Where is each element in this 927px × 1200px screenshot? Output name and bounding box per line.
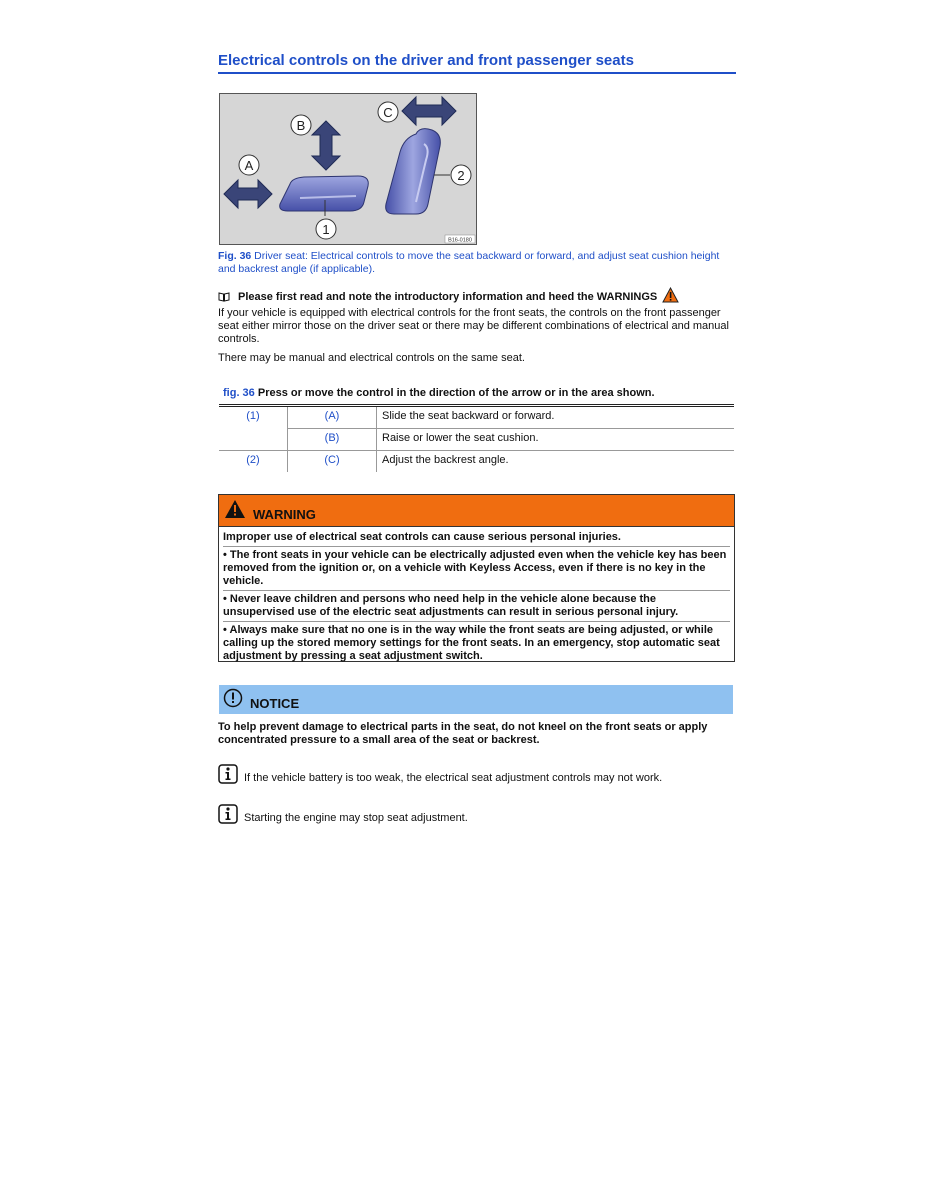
row-control-letter[interactable]: (C) — [288, 451, 377, 473]
info-text: If the vehicle battery is too weak, the electrical seat adjustment controls may not work. — [244, 772, 663, 784]
svg-text:2: 2 — [457, 168, 465, 183]
notice-header — [219, 685, 733, 714]
row-control-number[interactable]: (1) — [219, 406, 288, 429]
table-caption — [223, 387, 733, 399]
notice-text: To help prevent damage to electrical parts in the seat, do not kneel on the front seats or apply concentrated pressure to a small area of the seat or backrest. — [218, 721, 708, 746]
row-action: Raise or lower the seat cushion. — [377, 429, 735, 451]
label-c — [378, 102, 398, 122]
label-1 — [316, 219, 336, 239]
warning-body — [219, 527, 734, 665]
label-2 — [451, 165, 471, 185]
mixed-controls-paragraph: There may be manual and electrical controls on the same seat. — [218, 352, 525, 364]
backrest-switch — [386, 129, 441, 214]
seat-controls-figure — [219, 93, 477, 245]
warning-icon — [224, 499, 246, 519]
warning-item: • The front seats in your vehicle can be electrically adjusted even when the vehicle key has been removed from the ignition or, on a vehicle with Keyless Access, even if there is no key in the vehicle. — [223, 546, 730, 590]
notice-title: NOTICE — [250, 696, 300, 711]
book-icon — [218, 292, 232, 305]
table-row — [219, 429, 734, 451]
row-control-number[interactable]: (2) — [219, 451, 288, 473]
figure-caption — [218, 250, 734, 276]
row-control-letter[interactable]: (A) — [288, 406, 377, 429]
row-control-letter[interactable]: (B) — [288, 429, 377, 451]
table-row — [219, 451, 734, 473]
row-action: Slide the seat backward or forward. — [377, 406, 735, 429]
seat-controls-illustration — [220, 94, 476, 244]
info-icon — [218, 764, 238, 784]
intro-text: Please first read and note the introductory information and heed the WARNINGS — [238, 291, 658, 303]
arrow-a-icon — [224, 180, 272, 208]
warning-triangle-icon — [662, 287, 679, 306]
notice-icon — [223, 688, 243, 708]
svg-text:B: B — [296, 118, 306, 133]
svg-text:C: C — [383, 105, 393, 120]
warning-item: • Never leave children and persons who need help in the vehicle alone because the unsupervised use of the electric seat adjustments can result in serious personal injury. — [223, 590, 730, 621]
page-title: Electrical controls on the driver and front passenger seats — [218, 52, 736, 74]
caption-label: Fig. 36 — [218, 250, 252, 262]
label-a — [239, 155, 259, 175]
info-text: Starting the engine may stop seat adjustment. — [244, 812, 468, 824]
svg-text:1: 1 — [322, 222, 330, 237]
caption-text: Driver seat: Electrical controls to move the seat backward or forward, and adjust seat cushion height and backrest angle (if applicable). — [218, 250, 720, 275]
warning-item: • Always make sure that no one is in the way while the front seats are being adjusted, or while calling up the stored memory settings for the front seats. In an emergency, stop automatic seat adjustment by pressing a seat adjustment switch. — [223, 621, 730, 665]
warning-header — [219, 495, 734, 527]
figure-code: B16-0180 — [448, 237, 472, 244]
intro-line — [218, 287, 734, 306]
arrow-c-icon — [402, 97, 456, 125]
warning-lead: Improper use of electrical seat controls can cause serious personal injuries. — [223, 531, 621, 543]
table-row — [219, 406, 734, 429]
intro-paragraph: If your vehicle is equipped with electrical controls for the front seats, the controls on the front passenger seat either mirror those on the driver seat or there may be different combinations of electrical and manual controls. — [218, 307, 729, 345]
controls-table — [219, 404, 734, 472]
info-icon — [218, 804, 238, 824]
arrow-b-icon — [312, 121, 340, 170]
table-figure-link[interactable]: fig. 36 — [223, 387, 255, 399]
warning-box — [218, 494, 735, 662]
svg-text:A: A — [244, 158, 254, 173]
row-control-number — [219, 429, 288, 451]
warning-title: WARNING — [253, 507, 316, 522]
seat-cushion-switch — [280, 176, 369, 211]
table-caption-text: Press or move the control in the direction of the arrow or in the area shown. — [254, 387, 655, 399]
row-action: Adjust the backrest angle. — [382, 454, 509, 466]
label-b — [291, 115, 311, 135]
